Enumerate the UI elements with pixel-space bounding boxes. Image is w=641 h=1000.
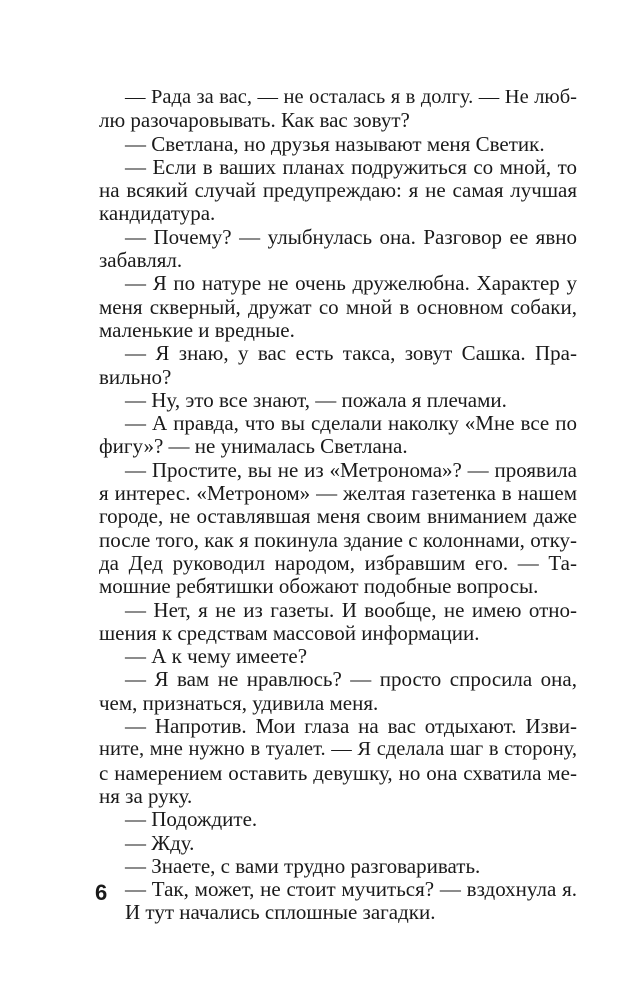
text-line: городе, не оставлявшая меня своим вниманием даже [99,504,577,529]
text-line: лю разочаровывать. Как вас зовут? [99,108,410,133]
text-line: — Напротив. Мои глаза на вас отдыхают. Изви- [125,714,577,739]
text-line: с намерением оставить девушку, но она схватила ме- [99,760,577,785]
text-line: — А к чему имеете? [125,644,308,669]
text-line: — Почему? — улыбнулась она. Разговор ее явно [125,224,577,249]
text-line: — Подождите. [125,807,258,832]
text-line: чем, признаться, удивила меня. [99,690,379,715]
text-line: — А правда, что вы сделали наколку «Мне все по [125,411,577,436]
text-line: ните, мне нужно в туалет. — Я сделала шаг в сторону, [99,738,577,761]
text-line: шения к средствам массовой информации. [99,620,480,645]
text-line: — Рада за вас, — не осталась я в долгу. — Не люб- [125,86,577,108]
text-line: — Если в ваших планах подружиться со мной, то [125,154,577,179]
text-line: ня за руку. [99,783,193,808]
text-line: я интерес. «Метроном» — желтая газетенка в нашем [99,481,577,506]
text-line: вильно? [99,364,172,389]
text-line: — Я по натуре не очень дружелюбна. Характер у [125,271,577,296]
text-line: после того, как я покинула здание с колоннами, отку- [99,527,577,552]
text-line: да Дед руководил народом, избравшим его. — Та- [99,550,577,575]
text-line: — Простите, вы не из «Метронома»? — проявила [125,457,577,482]
text-line: — Я знаю, у вас есть такса, зовут Сашка. Пра- [125,341,577,366]
text-line: на всякий случай предупреждаю: я не самая лучшая [99,178,577,203]
text-line: И тут начались сплошные загадки. [125,900,436,925]
text-line: — Так, может, не стоит мучиться? — вздохнула я. [125,877,577,902]
text-line: мошние ребятишки обожают подобные вопросы. [99,574,539,599]
text-line: кандидатура. [99,201,216,226]
body-text [99,86,577,925]
page-number: 6 [95,880,108,905]
text-line: забавлял. [99,248,183,273]
text-line: — Знаете, с вами трудно разговаривать. [125,853,481,878]
text-line: — Ну, это все знают, — пожала я плечами. [125,387,507,412]
text-line: — Светлана, но друзья называют меня Светик. [125,131,545,156]
text-line: фигу»? — не унималась Светлана. [99,434,408,459]
text-line: меня скверный, дружат со мной в основном собаки, [99,294,577,319]
text-line: — Жду. [125,830,195,855]
text-line: маленькие и вредные. [99,317,295,342]
text-line: — Нет, я не из газеты. И вообще, не имею отно- [125,597,577,622]
text-line: — Я вам не нравлюсь? — просто спросила она, [125,667,577,692]
